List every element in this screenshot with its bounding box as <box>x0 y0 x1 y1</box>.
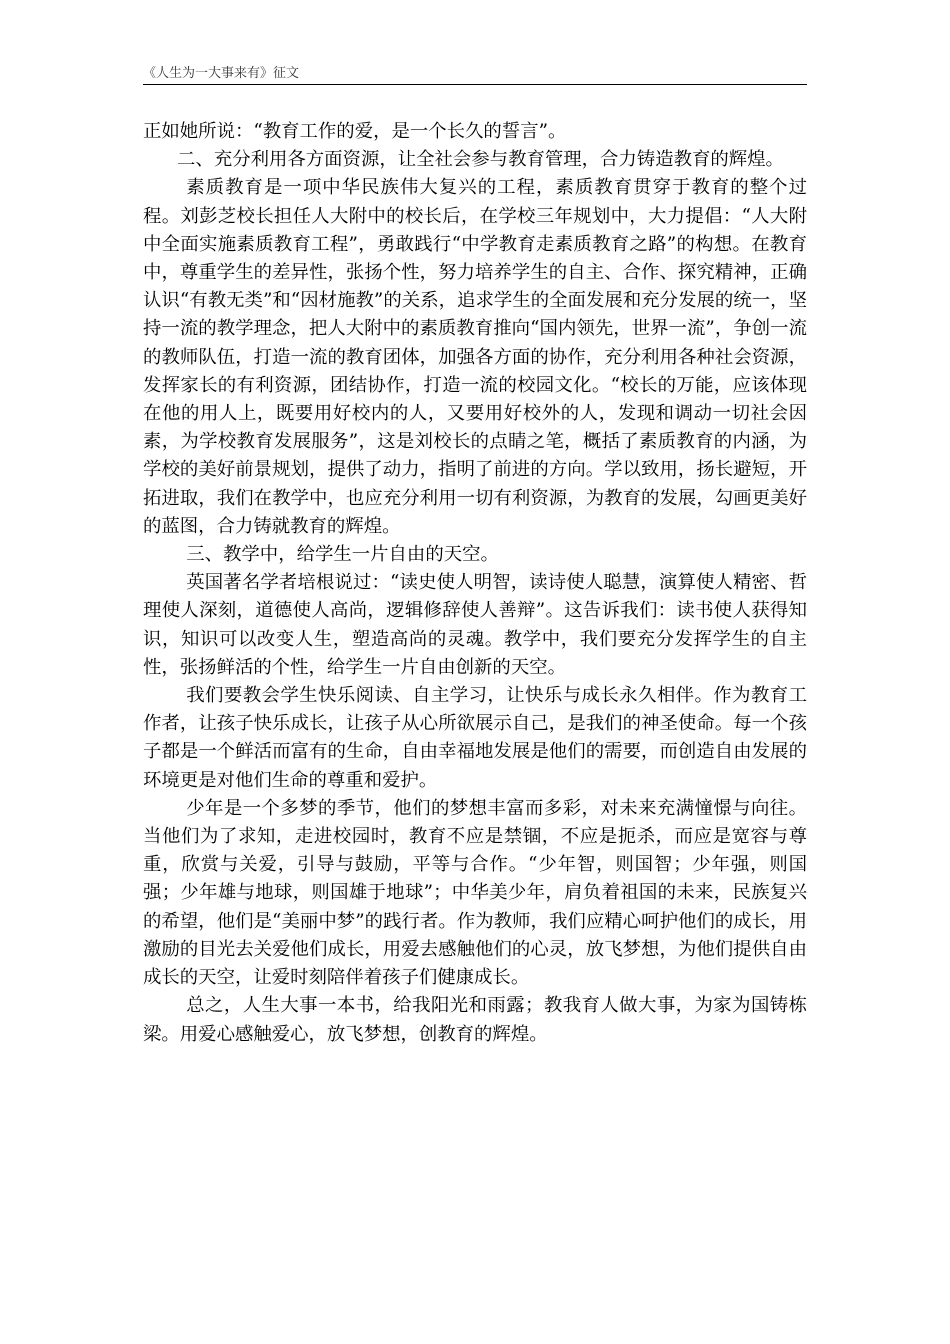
paragraph-youth-dreams: 少年是一个多梦的季节，他们的梦想丰富而多彩，对未来充满憧憬与向往。当他们为了求知，走进校园时，教育不应是禁锢，不应是扼杀，而应是宽容与尊重，欣赏与关爱，引导与鼓励，平等与合作。“少年智，则国智；少年强，则国强；少年雄与地球，则国雄于地球”；中华美少年，肩负着祖国的未来，民族复兴的希望，他们是“美丽中梦”的践行者。作为教师，我们应精心呵护他们的成长，用激励的目光去关爱他们成长，用爱去感触他们的心灵，放飞梦想，为他们提供自由成长的天空，让爱时刻陪伴着孩子们健康成长。 <box>143 797 807 989</box>
paragraph-bacon-quote: 英国著名学者培根说过：“读史使人明智，读诗使人聪慧，演算使人精密、哲理使人深刻，道德使人高尚，逻辑修辞使人善辩”。这告诉我们：读书使人获得知识，知识可以改变人生，塑造高尚的灵魂。教学中，我们要充分发挥学生的自主性，张扬鲜活的个性，给学生一片自由创新的天空。 <box>143 572 807 678</box>
section-heading-free-sky: 三、教学中，给学生一片自由的天空。 <box>186 544 499 566</box>
page-header-title: 《人生为一大事来有》征文 <box>143 66 300 81</box>
header-divider <box>143 84 807 85</box>
paragraph-quality-education: 素质教育是一项中华民族伟大复兴的工程，素质教育贯穿于教育的整个过程。刘彭芝校长担任人大附中的校长后，在学校三年规划中，大力提倡：“人大附中全面实施素质教育工程”，勇敢践行“中学教育走素质教育之路”的构想。在教育中，尊重学生的差异性，张扬个性，努力培养学生的自主、合作、探究精神，正确认识“有教无类”和“因材施教”的关系，追求学生的全面发展和充分发展的统一，坚持一流的教学理念，把人大附中的素质教育推向“国内领先，世界一流”，争创一流的教师队伍，打造一流的教育团体，加强各方面的协作，充分利用各种社会资源，发挥家长的有利资源，团结协作，打造一流的校园文化。“校长的万能，应该体现在他的用人上，既要用好校内的人，又要用好校外的人，发现和调动一切社会因素，为学校教育发展服务”，这是刘校长的点睛之笔，概括了素质教育的内涵，为学校的美好前景规划，提供了动力，指明了前进的方向。学以致用，扬长避短，开拓进取，我们在教学中，也应充分利用一切有利资源，为教育的发展，勾画更美好的蓝图，合力铸就教育的辉煌。 <box>143 177 807 537</box>
paragraph-quote-ending: 正如她所说：“教育工作的爱，是一个长久的誓言”。 <box>143 121 567 142</box>
paragraph-happy-reading: 我们要教会学生快乐阅读、自主学习，让快乐与成长永久相伴。作为教育工作者，让孩子快乐成长，让孩子从心所欲展示自己，是我们的神圣使命。每一个孩子都是一个鲜活而富有的生命，自由幸福地发展是他们的需要，而创造自由发展的环境更是对他们生命的尊重和爱护。 <box>143 685 807 791</box>
section-heading-resources: 二、充分利用各方面资源，让全社会参与教育管理，合力铸造教育的辉煌。 <box>177 149 784 171</box>
paragraph-conclusion: 总之，人生大事一本书，给我阳光和雨露；教我育人做大事，为家为国铸栋梁。用爱心感触爱心，放飞梦想，创教育的辉煌。 <box>143 995 807 1045</box>
document-body <box>143 118 807 1049</box>
